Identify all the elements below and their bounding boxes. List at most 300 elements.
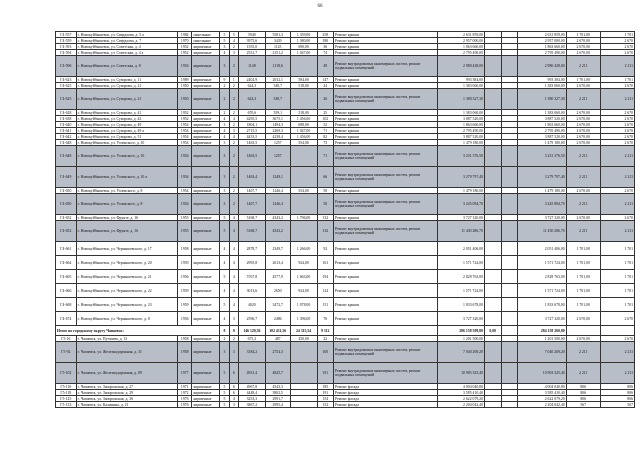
- cell-cost: 1 383 060,00: [438, 83, 485, 89]
- cell-c13: [484, 342, 501, 363]
- cell-area_apart: 1 078,00: [290, 298, 317, 312]
- cell-floors: 2: [220, 110, 229, 116]
- cell-area_total: 3975,6: [238, 38, 265, 44]
- cell-entrances: 2: [229, 194, 238, 215]
- cell-wall: кирпичные: [192, 44, 220, 50]
- cell-entrances: 3: [229, 128, 238, 134]
- cell-area_total: 146 120,36: [238, 326, 265, 336]
- cell-c16: 2 670,00: [566, 38, 600, 44]
- cell-total: 2 795 490,00: [518, 128, 567, 134]
- cell-cost: 2 795 490,00: [438, 128, 485, 134]
- cell-residents: 66: [317, 167, 334, 188]
- cell-work: Ремонт внутридомовых инженерных систем, ремонт подвальных помещений: [334, 342, 438, 363]
- cell-address: г. Новокуйбышевск, ул. Успенского, д. 10: [76, 146, 177, 167]
- cell-area_apart: 1 396,00: [290, 312, 317, 326]
- cell-area_apart: 924,00: [290, 284, 317, 298]
- cell-address: г. Новокуйбышевск, ул. Суворова, д. 43: [76, 116, 177, 122]
- cell-work: Ремонт внутридомовых инженерных систем, ремонт подвальных помещений: [334, 194, 438, 215]
- cell-entrances: 4: [229, 298, 238, 312]
- table-row: [56, 284, 635, 298]
- cell-total: 3 245 084,70: [518, 194, 567, 215]
- cell-id: Г4-625: [56, 89, 77, 110]
- cell-area_living: 4543,3: [265, 384, 290, 390]
- cell-c16: 806: [566, 384, 600, 390]
- cell-year: 1952: [177, 44, 191, 50]
- cell-residents: 154: [317, 396, 334, 402]
- cell-residents: 191: [317, 390, 334, 396]
- cell-year: 1952: [177, 110, 191, 116]
- cell-area_living: 1246,4: [265, 194, 290, 215]
- cell-year: 1971: [177, 384, 191, 390]
- cell-total: 2 828 763,00: [518, 270, 567, 284]
- cell-wall: кирпичные: [192, 128, 220, 134]
- table-row: [56, 270, 635, 284]
- cell-wall: кирпичные: [192, 312, 220, 326]
- cell-entrances: 2: [229, 336, 238, 342]
- cell-area_apart: 1 380,00: [290, 38, 317, 44]
- cell-floors: 4: [220, 116, 229, 122]
- cell-residents: 161: [317, 256, 334, 270]
- cell-c16: [566, 326, 600, 336]
- cell-residents: 22: [317, 336, 334, 342]
- cell-c14: [501, 256, 518, 270]
- cell-id: Г4-648: [56, 140, 77, 146]
- cell-address: г. Чапаевск, ул. Железнодорожная, д. 89: [76, 363, 177, 384]
- cell-c17: 2 670: [600, 116, 634, 122]
- cell-residents: 152: [317, 402, 334, 408]
- cell-residents: 71: [317, 128, 334, 134]
- cell-total: 1 833 678,00: [518, 298, 567, 312]
- cell-area_living: 1249,1: [265, 167, 290, 188]
- cell-c16: 1 701,00: [566, 284, 600, 298]
- cell-work: Ремонт внутридомовых инженерных систем, ремонт подвальных помещений: [334, 146, 438, 167]
- cell-entrances: 4: [229, 215, 238, 221]
- cell-c13: [484, 221, 501, 242]
- cell-c14: [501, 402, 518, 408]
- cell-residents: 132: [317, 215, 334, 221]
- cell-area_apart: 698,00: [290, 122, 317, 128]
- cell-cost: 1 201 500,00: [438, 336, 485, 342]
- cell-c17: 2 670: [600, 140, 634, 146]
- cell-floors: 3: [220, 44, 229, 50]
- cell-address: г. Новокуйбышевск, ул. Успенского, д. 8: [76, 194, 177, 215]
- table-row: [56, 89, 635, 110]
- cell-cost: 1 479 180,00: [438, 140, 485, 146]
- cell-work: Ремонт крыши: [334, 128, 438, 134]
- cell-area_living: 4238,4: [265, 134, 290, 140]
- cell-area_living: 4825,7: [265, 363, 290, 384]
- cell-year: 1952: [177, 116, 191, 122]
- cell-area_living: 1125: [265, 44, 290, 50]
- cell-year: 1955: [177, 221, 191, 242]
- cell-address: г. Новокуйбышевск, ул. Советская, д. 4: [76, 44, 177, 50]
- cell-area_living: 548,7: [265, 83, 290, 89]
- cell-address: г. Новокуйбышевск, ул. Чернышевского, д. 8: [76, 312, 177, 326]
- cell-c17: 1 701: [600, 77, 634, 83]
- cell-c17: 1 701: [600, 32, 634, 38]
- cell-work: Ремонт крыши: [334, 122, 438, 128]
- cell-work: Ремонт фасада: [334, 396, 438, 402]
- cell-c13: 0,00: [484, 326, 501, 336]
- cell-c17: 2 670: [600, 312, 634, 326]
- cell-c14: [501, 298, 518, 312]
- cell-area_apart: 1 359,00: [290, 32, 317, 38]
- cell-floors: 4: [220, 312, 229, 326]
- cell-wall: кирпичные: [192, 215, 220, 221]
- cell-wall: кирпичные: [192, 50, 220, 56]
- cell-cost: 3 231 376,50: [438, 146, 485, 167]
- cell-c17: 2 670: [600, 44, 634, 50]
- cell-cost: 2 204 042,40: [438, 402, 485, 408]
- cell-id: Г4-664: [56, 256, 77, 270]
- table-row: [56, 326, 635, 336]
- cell-cost: 2 622 079,20: [438, 396, 485, 402]
- cell-area_total: 1804,1: [238, 122, 265, 128]
- cell-c14: [501, 56, 518, 77]
- cell-work: Ремонт крыши: [334, 242, 438, 256]
- cell-entrances: 3: [229, 342, 238, 363]
- cell-year: 1954: [177, 188, 191, 194]
- cell-address: г. Чапаевск, ул. Запорожская, д. 29: [76, 390, 177, 396]
- cell-floors: 3: [220, 146, 229, 167]
- cell-c14: [501, 342, 518, 363]
- table-row: [56, 363, 635, 384]
- cell-work: Ремонт крыши: [334, 312, 438, 326]
- cell-c16: 1 701,00: [566, 298, 600, 312]
- cell-year: 1954: [177, 128, 191, 134]
- cell-c16: 1 701,00: [566, 77, 600, 83]
- cell-total: 1 380 327,30: [518, 89, 567, 110]
- cell-entrances: 2: [229, 89, 238, 110]
- cell-floors: 2: [220, 83, 229, 89]
- cell-residents: 180: [317, 38, 334, 44]
- cell-cost: 7 040 269,20: [438, 342, 485, 363]
- cell-area_total: 4967,8: [238, 384, 265, 390]
- cell-residents: 9 112: [317, 326, 334, 336]
- cell-area_total: 2715,5: [238, 128, 265, 134]
- cell-c16: 2 670,00: [566, 134, 600, 140]
- cell-total: 3 279 797,40: [518, 167, 567, 188]
- cell-total: 2 622 079,20: [518, 396, 567, 402]
- cell-id: Г4-559: [56, 38, 77, 44]
- cell-total: 2 631 859,00: [518, 32, 567, 38]
- cell-year: 1989: [177, 77, 191, 83]
- cell-c17: 1 701: [600, 270, 634, 284]
- cell-total: 1 863 660,00: [518, 122, 567, 128]
- cell-c16: 806: [566, 396, 600, 402]
- cell-c16: 2 670,00: [566, 116, 600, 122]
- cell-c16: 2 670,00: [566, 215, 600, 221]
- cell-work: Ремонт крыши: [334, 336, 438, 342]
- cell-area_living: 4343,2: [265, 215, 290, 221]
- cell-c16: 2 211: [566, 56, 600, 77]
- cell-id: Г4-641: [56, 128, 77, 134]
- cell-residents: 102: [317, 116, 334, 122]
- cell-total: 10 903 325,40: [518, 363, 567, 384]
- cell-cost: 993 384,00: [438, 77, 485, 83]
- cell-c16: 1 701,00: [566, 256, 600, 270]
- cell-wall: кирпичные: [192, 122, 220, 128]
- cell-id: Г4-665: [56, 270, 77, 284]
- cell-c14: [501, 146, 518, 167]
- cell-work: Ремонт внутридомовых инженерных систем, ремонт подвальных помещений: [334, 89, 438, 110]
- cell-cost: 4 004 040,80: [438, 384, 485, 390]
- cell-area_total: 2402,9: [238, 77, 265, 83]
- cell-c17: 2 211: [600, 363, 634, 384]
- cell-address: г. Новокуйбышевск, ул. Успенского, д. 10 а: [76, 167, 177, 188]
- cell-year: 1950: [177, 89, 191, 110]
- cell-year: 1950: [177, 83, 191, 89]
- cell-c14: [501, 194, 518, 215]
- cell-area_apart: 518,00: [290, 83, 317, 89]
- cell-entrances: 1: [229, 77, 238, 83]
- cell-wall: кирпичные: [192, 221, 220, 242]
- cell-floors: 3: [220, 56, 229, 77]
- cell-area_apart: [290, 56, 317, 77]
- cell-address: г. Новокуйбышевск, ул. Успенского, д. 8: [76, 188, 177, 194]
- cell-area_living: 548,7: [265, 89, 290, 110]
- cell-wall: кирпичные: [192, 270, 220, 284]
- cell-c17: 567: [600, 402, 634, 408]
- cell-cost: 2 051 406,00: [438, 242, 485, 256]
- cell-c17: 2 670: [600, 134, 634, 140]
- cell-year: 1959: [177, 284, 191, 298]
- cell-floors: 3: [220, 342, 229, 363]
- cell-c17: 2 670: [600, 38, 634, 44]
- cell-floors: 5: [220, 270, 229, 284]
- table-row: [56, 56, 635, 77]
- cell-address: г. Новокуйбышевск, ул. Чернышевского, д. 22: [76, 284, 177, 298]
- cell-id: Итого по городскому округу Чапаевск:: [56, 326, 220, 336]
- cell-address: г. Чапаевск, ул. Калинина, д. 21: [76, 402, 177, 408]
- cell-c16: 2 670,00: [566, 44, 600, 50]
- cell-area_total: 4020: [238, 298, 265, 312]
- cell-residents: 50: [317, 194, 334, 215]
- cell-entrances: 2: [229, 44, 238, 50]
- cell-c13: [484, 298, 501, 312]
- cell-area_apart: 1 047,00: [290, 50, 317, 56]
- cell-id: Г4-638: [56, 116, 77, 122]
- cell-c17: 2 670: [600, 336, 634, 342]
- cell-entrances: 6: [229, 390, 238, 396]
- table-row: [56, 256, 635, 270]
- cell-address: г. Чапаевск, ул. Железнодорожная, д. 31: [76, 342, 177, 363]
- cell-year: 1959: [177, 256, 191, 270]
- cell-year: 1954: [177, 167, 191, 188]
- cell-address: г. Новокуйбышевск, ул. Суворова, д. 21: [76, 83, 177, 89]
- cell-entrances: 4: [229, 270, 238, 284]
- cell-residents: 258: [317, 32, 334, 38]
- cell-id: Г4-649: [56, 167, 77, 188]
- cell-c14: [501, 270, 518, 284]
- cell-wall: кирпичные: [192, 396, 220, 402]
- cell-wall: кирпичные: [192, 140, 220, 146]
- cell-c16: 2 670,00: [566, 128, 600, 134]
- cell-year: 1952: [177, 50, 191, 56]
- cell-wall: кирпичные: [192, 146, 220, 167]
- cell-floors: 3: [220, 140, 229, 146]
- cell-floors: 5: [220, 390, 229, 396]
- table-row: [56, 312, 635, 326]
- cell-total: 3 887 520,00: [518, 116, 567, 122]
- cell-c16: 1 701,00: [566, 270, 600, 284]
- cell-area_total: 675,2: [238, 336, 265, 342]
- cell-c16: 2 670,00: [566, 336, 600, 342]
- cell-residents: 191: [317, 363, 334, 384]
- cell-area_apart: 450,00: [290, 336, 317, 342]
- cell-year: 1972: [177, 390, 191, 396]
- cell-entrances: 6: [229, 363, 238, 384]
- cell-area_living: 2269,3: [265, 128, 290, 134]
- cell-total: 2 795 490,00: [518, 50, 567, 56]
- cell-cost: 3 887 520,00: [438, 134, 485, 140]
- cell-total: 2 980 428,00: [518, 56, 567, 77]
- cell-year: 1976: [177, 402, 191, 408]
- cell-floors: 4: [220, 128, 229, 134]
- cell-id: Г4-652: [56, 215, 77, 221]
- cell-total: 7 040 269,20: [518, 342, 567, 363]
- cell-work: Ремонт фасада: [334, 402, 438, 408]
- cell-total: 2 204 042,40: [518, 402, 567, 408]
- cell-area_total: 3184,2: [238, 342, 265, 363]
- cell-cost: 1 863 660,00: [438, 44, 485, 50]
- cell-work: Ремонт крыши: [334, 83, 438, 89]
- cell-floors: 3: [220, 188, 229, 194]
- cell-area_living: 3439: [265, 38, 290, 44]
- cell-floors: 3: [220, 194, 229, 215]
- cell-total: 3 231 376,50: [518, 146, 567, 167]
- cell-work: Ремонт внутридомовых инженерных систем, ремонт подвальных помещений: [334, 221, 438, 242]
- cell-area_living: 2349,7: [265, 242, 290, 256]
- cell-address: г. Новокуйбышевск, ул. Свердлова, д. 7: [76, 38, 177, 44]
- cell-area_total: 5168,7: [238, 215, 265, 221]
- cell-area_apart: 554,00: [290, 188, 317, 194]
- cell-id: Г4-625: [56, 83, 77, 89]
- cell-c14: [501, 242, 518, 256]
- cell-area_total: 3013,6: [238, 284, 265, 298]
- cell-wall: кирпичные: [192, 242, 220, 256]
- cell-year: 1977: [177, 363, 191, 384]
- cell-wall: кирпичные: [192, 56, 220, 77]
- cell-total: 1 571 724,00: [518, 284, 567, 298]
- cell-work: Ремонт крыши: [334, 298, 438, 312]
- cell-work: Ремонт крыши: [334, 50, 438, 56]
- cell-cost: 1 863 660,00: [438, 122, 485, 128]
- cell-area_living: 3802,5: [265, 390, 290, 396]
- cell-cost: 1 571 724,00: [438, 256, 485, 270]
- cell-floors: 5: [220, 384, 229, 390]
- cell-cost: 3 727 320,00: [438, 215, 485, 221]
- cell-c16: 2 211: [566, 167, 600, 188]
- cell-c17: 2 670: [600, 188, 634, 194]
- table-row: [56, 221, 635, 242]
- cell-residents: 36: [317, 44, 334, 50]
- cell-address: г. Новокуйбышевск, ул. Чернышевского, д. 21: [76, 270, 177, 284]
- cell-c17: 806: [600, 396, 634, 402]
- cell-area_living: 2991,7: [265, 396, 290, 402]
- cell-area_living: 1118,6: [265, 56, 290, 77]
- cell-residents: 82: [317, 134, 334, 140]
- cell-area_apart: 1 047,00: [290, 128, 317, 134]
- cell-c13: [484, 402, 501, 408]
- cell-area_total: 4433,5: [238, 134, 265, 140]
- cell-id: Г5-116: [56, 384, 77, 390]
- cell-id: Г4-596: [56, 56, 77, 77]
- cell-wall: кирпичные: [192, 256, 220, 270]
- cell-area_total: 1467,7: [238, 188, 265, 194]
- cell-year: 1984: [177, 32, 191, 38]
- cell-area_apart: 1 663,00: [290, 270, 317, 284]
- cell-year: 1976: [177, 396, 191, 402]
- cell-residents: 71: [317, 146, 334, 167]
- cell-residents: 147: [317, 77, 334, 83]
- cell-cost: 3 727 320,00: [438, 312, 485, 326]
- cell-c16: 2 211: [566, 342, 600, 363]
- cell-area_living: 487: [265, 336, 290, 342]
- cell-c13: [484, 270, 501, 284]
- cell-floors: 5: [220, 215, 229, 221]
- cell-residents: 74: [317, 50, 334, 56]
- cell-c17: 2 670: [600, 110, 634, 116]
- cell-cost: 2 795 490,00: [438, 50, 485, 56]
- cell-wall: кирпичные: [192, 110, 220, 116]
- cell-c17: 2 670: [600, 122, 634, 128]
- table-row: [56, 194, 635, 215]
- cell-area_apart: 690,00: [290, 44, 317, 50]
- cell-entrances: 2: [229, 188, 238, 194]
- cell-area_living: 1494,3: [265, 122, 290, 128]
- cell-area_living: 2754,3: [265, 342, 290, 363]
- cell-c16: 2 211: [566, 221, 600, 242]
- cell-area_apart: 1 456,00: [290, 134, 317, 140]
- cell-cost: 10 903 325,40: [438, 363, 485, 384]
- cell-cost: 11 430 286,70: [438, 221, 485, 242]
- cell-work: Ремонт крыши: [334, 270, 438, 284]
- cell-c14: [501, 221, 518, 242]
- cell-c16: 2 211: [566, 194, 600, 215]
- cell-c16: 2 211: [566, 89, 600, 110]
- cell-wall: кирпичные: [192, 134, 220, 140]
- cell-cost: 2 980 428,00: [438, 56, 485, 77]
- cell-area_total: 5940: [238, 32, 265, 38]
- cell-cost: 3 585 410,40: [438, 390, 485, 396]
- cell-entrances: 4: [229, 284, 238, 298]
- cell-total: 1 479 180,00: [518, 140, 567, 146]
- cell-address: г. Новокуйбышевск, ул. Суворова, д. 49 а: [76, 128, 177, 134]
- cell-cost: 286 158 509,80: [438, 326, 485, 336]
- cell-area_living: 5581,3: [265, 32, 290, 38]
- cell-area_total: 670,6: [238, 110, 265, 116]
- cell-c13: [484, 284, 501, 298]
- cell-c13: [484, 167, 501, 188]
- cell-area_living: 3472,7: [265, 298, 290, 312]
- cell-area_apart: 518,00: [290, 110, 317, 116]
- cell-area_total: 1148: [238, 56, 265, 77]
- table-row: [56, 342, 635, 363]
- cell-floors: 3: [220, 167, 229, 188]
- cell-id: Г4-593: [56, 44, 77, 50]
- cell-cost: 2 828 763,00: [438, 270, 485, 284]
- cell-c16: 2 670,00: [566, 140, 600, 146]
- cell-entrances: 4: [229, 256, 238, 270]
- table-row: [56, 298, 635, 312]
- cell-floors: 4: [220, 284, 229, 298]
- cell-address: г. Новокуйбышевск, ул. Советская, д. 8: [76, 56, 177, 77]
- cell-address: г. Новокуйбышевск, ул. Фрунзе, д. 16: [76, 215, 177, 221]
- cell-area_living: 3675,1: [265, 116, 290, 122]
- cell-residents: 73: [317, 140, 334, 146]
- cell-area_apart: [290, 89, 317, 110]
